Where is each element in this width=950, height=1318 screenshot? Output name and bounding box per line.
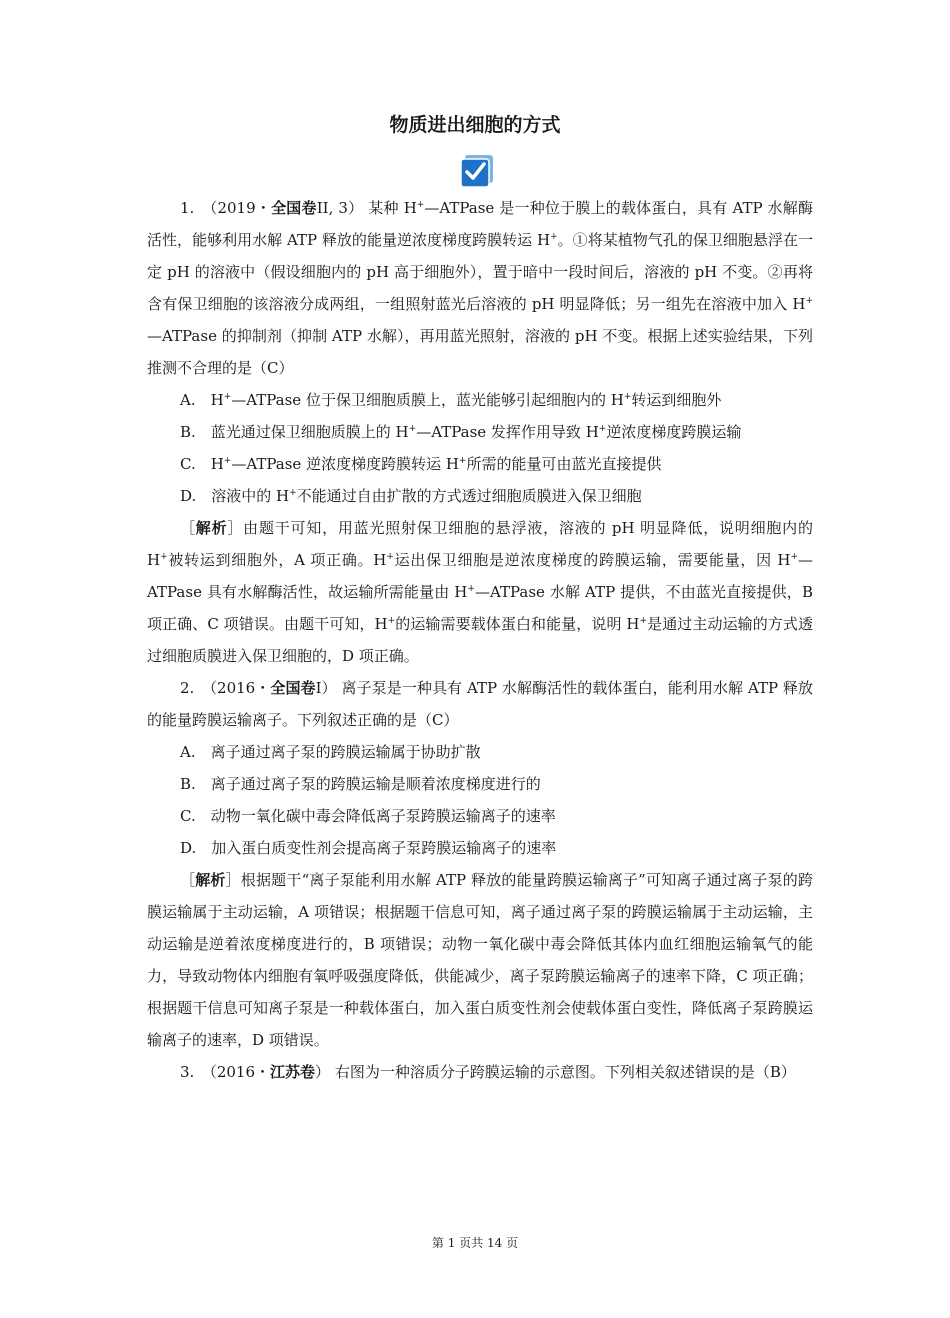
question-3-stem: 3. （2016・江苏卷） 右图为一种溶质分子跨膜运输的示意图。下列相关叙述错误的是（B）: [180, 1063, 796, 1081]
question-2-option-b: B. 离子通过离子泵的跨膜运输是顺着浓度梯度进行的: [180, 775, 541, 793]
question-2-analysis: ［解析］根据题干“离子泵能利用水解 ATP 释放的能量跨膜运输离子”可知离子通过离子泵的跨膜运输属于主动运输，A 项错误；根据题干信息可知，离子通过离子泵的跨膜运输属于主动运输，主动运输是逆着浓度梯度进行的，B 项错误；动物一氧化碳中毒会降低其体内血红细胞运输氧气的能力，导致动物体内细胞有氧呼吸强度降低，供能减少，离子泵跨膜运输离子的速率下降，C 项正确；根据题干信息可知离子泵是一种载体蛋白，加入蛋白质变性剂会使载体蛋白变性，降低离子泵跨膜运输离子的速率，D 项错误。: [147, 871, 813, 1049]
question-2-option-c: C. 动物一氧化碳中毒会降低离子泵跨膜运输离子的速率: [180, 807, 556, 825]
page-title: 物质进出细胞的方式: [389, 114, 561, 136]
question-2-option-d: D. 加入蛋白质变性剂会提高离子泵跨膜运输离子的速率: [180, 839, 557, 857]
question-1-stem: 1. （2019・全国卷II, 3） 某种 H+—ATPase 是一种位于膜上的载体蛋白，具有 ATP 水解酶活性，能够利用水解 ATP 释放的能量逆浓度梯度跨膜转运 H+。①将某植物气孔的保卫细胞悬浮在一定 pH 的溶液中（假设细胞内的 pH 高于细胞外），置于暗中一段时间后，溶液的 pH 不变。②再将含有保卫细胞的该溶液分成两组，一组照射蓝光后溶液的 pH 明显降低；另一组先在溶液中加入 H+—ATPase 的抑制剂（抑制 ATP 水解），再用蓝光照射，溶液的 pH 不变。根据上述实验结果，下列推测不合理的是（C）: [147, 199, 813, 377]
question-1-analysis: ［解析］由题干可知，用蓝光照射保卫细胞的悬浮液，溶液的 pH 明显降低，说明细胞内的 H+被转运到细胞外，A 项正确。H+运出保卫细胞是逆浓度梯度的跨膜运输，需要能量，因 H+—ATPase 具有水解酶活性，故运输所需能量由 H+—ATPase 水解 ATP 提供，不由蓝光直接提供，B 项正确、C 项错误。由题干可知，H+的运输需要载体蛋白和能量，说明 H+是通过主动运输的方式透过细胞质膜进入保卫细胞的，D 项正确。: [147, 519, 813, 665]
checkbox-checked-icon: [460, 154, 494, 188]
question-1-option-d: D. 溶液中的 H+不能通过自由扩散的方式透过细胞质膜进入保卫细胞: [180, 487, 642, 505]
document-body: [147, 192, 813, 1088]
question-1-option-b: B. 蓝光通过保卫细胞质膜上的 H+—ATPase 发挥作用导致 H+逆浓度梯度跨膜运输: [180, 423, 742, 441]
question-2-option-a: A. 离子通过离子泵的跨膜运输属于协助扩散: [180, 743, 481, 761]
question-1-option-c: C. H+—ATPase 逆浓度梯度跨膜转运 H+所需的能量可由蓝光直接提供: [180, 455, 662, 473]
question-2-stem: 2. （2016・全国卷I） 离子泵是一种具有 ATP 水解酶活性的载体蛋白，能利用水解 ATP 释放的能量跨膜运输离子。下列叙述正确的是（C）: [147, 679, 813, 729]
question-1-option-a: A. H+—ATPase 位于保卫细胞质膜上，蓝光能够引起细胞内的 H+转运到细胞外: [180, 391, 722, 409]
page-footer: 第 1 页共 14 页: [431, 1236, 519, 1250]
